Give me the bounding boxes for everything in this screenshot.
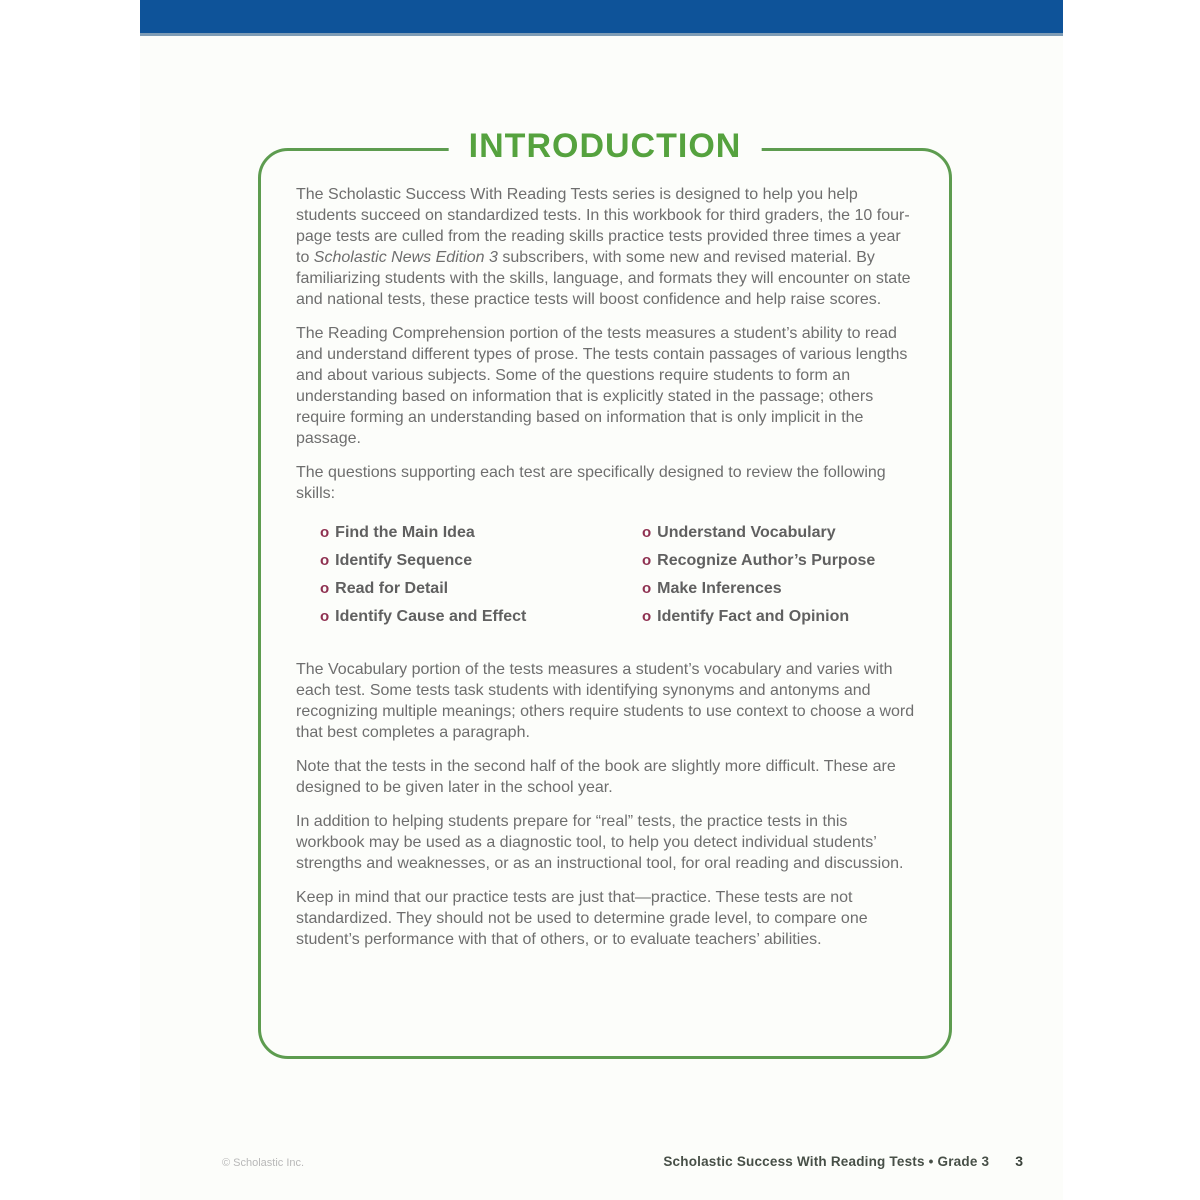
- skill-label: Identify Sequence: [335, 552, 473, 569]
- bullet-icon: o: [320, 580, 330, 597]
- bullet-icon: o: [320, 552, 330, 569]
- page-title: INTRODUCTION: [449, 127, 762, 166]
- paragraph-series-overview-text: The Scholastic Success With Reading Tests series is designed to help you help students succeed on standardized tests. In this workbook for third graders, the 10 four-page tests are culled from the reading skills practice tests provided three times a year to: [296, 186, 910, 266]
- skills-column-left: [320, 522, 642, 634]
- bullet-icon: o: [320, 524, 330, 541]
- skill-item: [642, 522, 875, 543]
- paragraph-series-overview: [296, 184, 916, 310]
- book-page: [140, 0, 1063, 1200]
- skill-item: [320, 550, 642, 571]
- bullet-icon: o: [642, 552, 652, 569]
- skill-item: [320, 606, 642, 627]
- skill-item: [642, 578, 875, 599]
- paragraph-keep-in-mind: Keep in mind that our practice tests are just that—practice. These tests are not standardized. They should not be used to determine grade level, to compare one student’s performance with that of others, or to evaluate teachers’ abilities.: [296, 889, 868, 948]
- skill-label: Make Inferences: [657, 580, 782, 597]
- skill-label: Identify Fact and Opinion: [657, 608, 850, 625]
- skill-label: Identify Cause and Effect: [335, 608, 527, 625]
- introduction-content: [261, 151, 949, 950]
- skill-label: Find the Main Idea: [335, 524, 475, 541]
- paragraph-reading-comprehension: The Reading Comprehension portion of the tests measures a student’s ability to read and understand different types of prose. The tests contain passages of various lengths and about various subjects. Some of the questions require students to form an understanding based on information that is explicitly stated in the passage; others require forming an understanding based on information that is only implicit in the passage.: [296, 325, 908, 447]
- introduction-panel: [258, 127, 952, 1059]
- paragraph-series-overview-continued: subscribers, with some new and revised material. By familiarizing students with the skills, language, and formats they will encounter on state and national tests, these practice tests will boost confidence and help raise scores.: [296, 249, 911, 308]
- skill-label: Read for Detail: [335, 580, 449, 597]
- paragraph-vocabulary: The Vocabulary portion of the tests measures a student’s vocabulary and varies with each test. Some tests task students with identifying synonyms and antonyms and recognizing multiple meanings; others require students to use context to choose a word that best completes a paragraph.: [296, 661, 915, 741]
- bullet-icon: o: [642, 524, 652, 541]
- footer-right-group: [663, 1153, 1023, 1169]
- bullet-icon: o: [320, 608, 330, 625]
- copyright-notice: © Scholastic Inc.: [222, 1157, 305, 1169]
- paragraph-questions-supporting: The questions supporting each test are specifically designed to review the following skills:: [296, 464, 886, 502]
- skill-label: Understand Vocabulary: [657, 524, 836, 541]
- skill-item: [320, 522, 642, 543]
- page-number: 3: [1015, 1153, 1023, 1169]
- skills-column-right: [642, 522, 875, 634]
- series-name-italic: Scholastic News Edition 3: [313, 249, 498, 266]
- skill-item: [642, 606, 875, 627]
- footer-book-title: Scholastic Success With Reading Tests • Grade 3: [663, 1154, 990, 1169]
- skill-item: [642, 550, 875, 571]
- paragraph-diagnostic-tool: In addition to helping students prepare for “real” tests, the practice tests in this workbook may be used as a diagnostic tool, to help you detect individual students’ strengths and weaknesses, or as an instructional tool, for oral reading and discussion.: [296, 813, 904, 872]
- skills-list: [320, 522, 916, 634]
- header-bar: [140, 0, 1063, 36]
- skill-item: [320, 578, 642, 599]
- bullet-icon: o: [642, 580, 652, 597]
- bullet-icon: o: [642, 608, 652, 625]
- skill-label: Recognize Author’s Purpose: [657, 552, 876, 569]
- page-footer: [140, 1153, 1063, 1169]
- paragraph-note-difficulty: Note that the tests in the second half of the book are slightly more difficult. These are designed to be given later in the school year.: [296, 758, 896, 796]
